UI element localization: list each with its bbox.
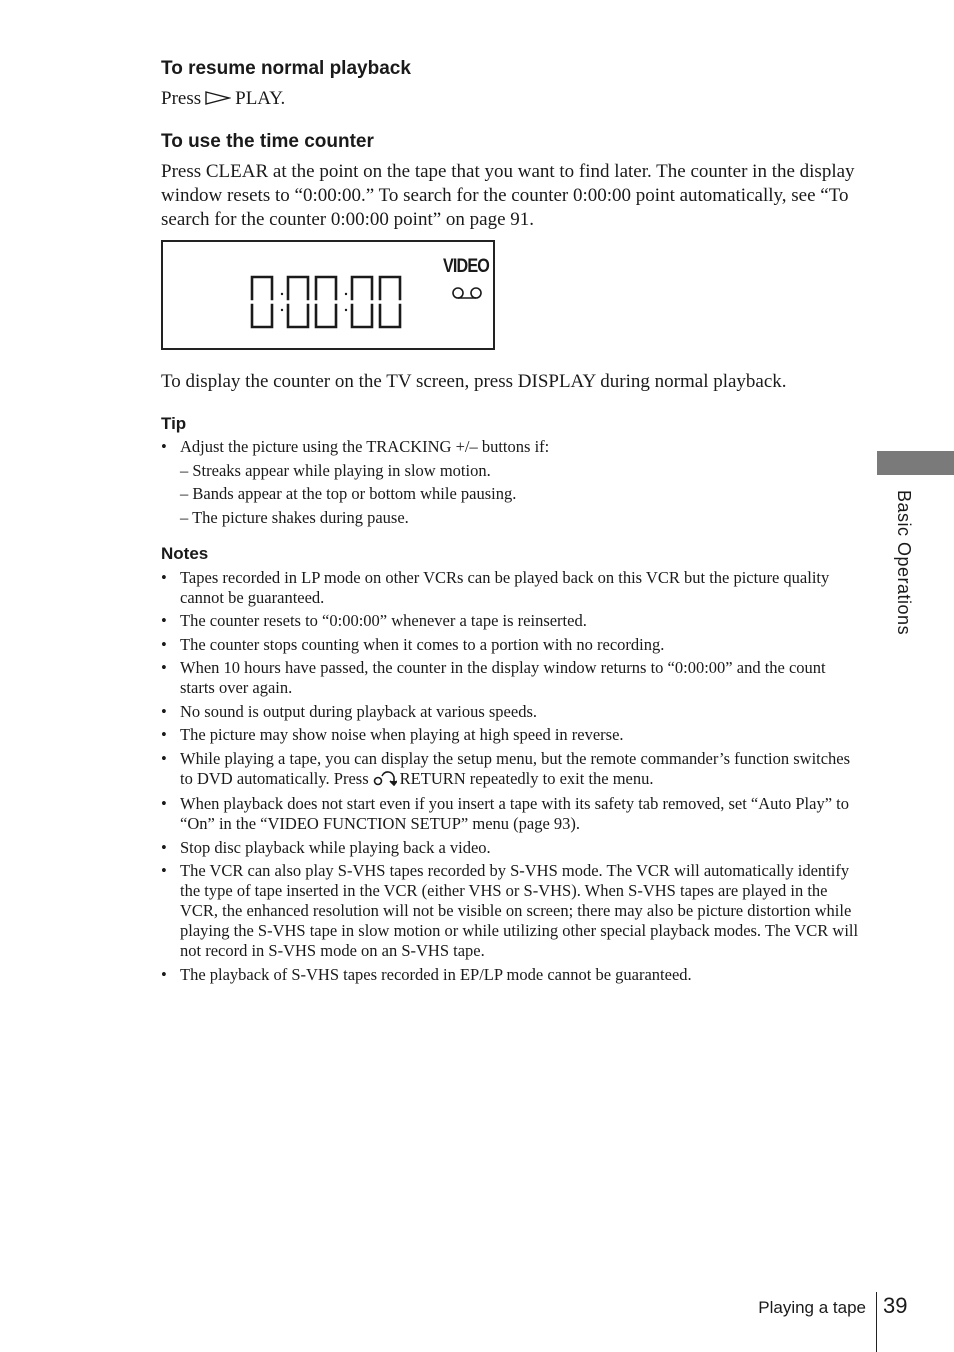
bullet: • — [161, 634, 167, 654]
bullet: • — [161, 611, 167, 630]
bullet: • — [161, 861, 167, 880]
page-number: 39 — [883, 1293, 908, 1318]
footer-divider — [876, 1292, 877, 1352]
list-item — [161, 437, 861, 457]
return-icon — [373, 770, 397, 791]
list-item — [161, 702, 861, 722]
note-text: The counter stops counting when it comes to a portion with no recording. — [180, 634, 665, 654]
page-content — [161, 56, 861, 988]
time-counter-paragraph: Press CLEAR at the point on the tape that you want to find later. The counter in the display window resets to “0:00:00.” To search for the counter 0:00:00 point automatically, see “To search for the counter 0:00:00 point” on page 91. — [161, 161, 855, 230]
list-item — [161, 861, 861, 961]
bullet: • — [161, 567, 167, 587]
note-text — [180, 749, 850, 788]
press-suffix: PLAY. — [235, 88, 286, 109]
list-item — [161, 658, 861, 698]
bullet: • — [161, 725, 167, 744]
bullet: • — [161, 794, 167, 813]
play-icon — [205, 88, 231, 112]
time-counter-heading: To use the time counter — [161, 131, 374, 152]
note-text: Stop disc playback while playing back a video. — [180, 837, 491, 857]
section-tab-label: Basic Operations — [894, 490, 914, 636]
note-text: Tapes recorded in LP mode on other VCRs can be played back on this VCR but the picture quality cannot be guaranteed. — [180, 567, 830, 607]
tip-subitem: – Bands appear at the top or bottom while pausing. — [180, 484, 517, 503]
section-tab-marker — [877, 451, 954, 475]
bullet: • — [161, 437, 167, 456]
note-text: The VCR can also play S-VHS tapes recorded by S-VHS mode. The VCR will automatically identify the type of tape inserted in the VCR (either VHS or S-VHS). When S-VHS tapes are played in the VCR, the enhanced resolution will not be visible on screen; there may also be picture distortion while playing the S-VHS tape in slow motion or while utilizing other special playback modes. The VCR will not record in S-VHS mode on an S-VHS tape. — [180, 861, 859, 960]
note-text: The counter resets to “0:00:00” whenever a tape is reinserted. — [180, 611, 587, 630]
list-item — [161, 725, 861, 745]
bullet: • — [161, 701, 167, 721]
note-text: When 10 hours have passed, the counter in the display window returns to “0:00:00” and the count starts over again. — [180, 658, 826, 697]
lcd-counter-icon — [249, 274, 419, 330]
list-item — [161, 838, 861, 858]
bullet: • — [161, 964, 167, 984]
tip-text: Adjust the picture using the TRACKING +/– buttons if: — [180, 437, 550, 456]
cassette-tape-icon — [451, 286, 483, 300]
list-item — [161, 794, 861, 834]
resume-playback-instruction — [161, 87, 861, 112]
counter-display-illustration — [161, 240, 495, 350]
video-indicator-label: VIDEO — [443, 256, 490, 277]
note-text-part: While playing a tape, you can display the setup menu, but the remote commander’s function switches to DVD automatically. Press — [180, 748, 851, 788]
resume-playback-heading: To resume normal playback — [161, 58, 411, 79]
list-item — [161, 749, 861, 791]
bullet: • — [161, 748, 167, 768]
list-item — [161, 568, 861, 608]
press-prefix: Press — [161, 88, 202, 109]
note-text: The picture may show noise when playing at high speed in reverse. — [180, 725, 624, 744]
display-counter-paragraph: To display the counter on the TV screen, press DISPLAY during normal playback. — [161, 371, 787, 392]
note-text: No sound is output during playback at various speeds. — [180, 701, 537, 721]
tip-list — [161, 437, 861, 457]
notes-heading: Notes — [161, 543, 209, 563]
note-text-part: RETURN repeatedly to exit the menu. — [399, 768, 654, 788]
note-text: The playback of S-VHS tapes recorded in EP/LP mode cannot be guaranteed. — [180, 964, 692, 984]
bullet: • — [161, 658, 167, 677]
list-item — [161, 611, 861, 631]
tip-heading: Tip — [161, 414, 187, 433]
list-item — [161, 635, 861, 655]
tip-subitem: – Streaks appear while playing in slow motion. — [180, 460, 491, 480]
list-item — [161, 965, 861, 985]
note-text: When playback does not start even if you insert a tape with its safety tab removed, set “Auto Play” to “On” in the “VIDEO FUNCTION SETUP” menu (page 93). — [180, 794, 849, 833]
notes-list — [161, 568, 861, 985]
tip-subitem: – The picture shakes during pause. — [180, 507, 409, 527]
bullet: • — [161, 837, 167, 857]
footer-section-title: Playing a tape — [758, 1298, 866, 1317]
